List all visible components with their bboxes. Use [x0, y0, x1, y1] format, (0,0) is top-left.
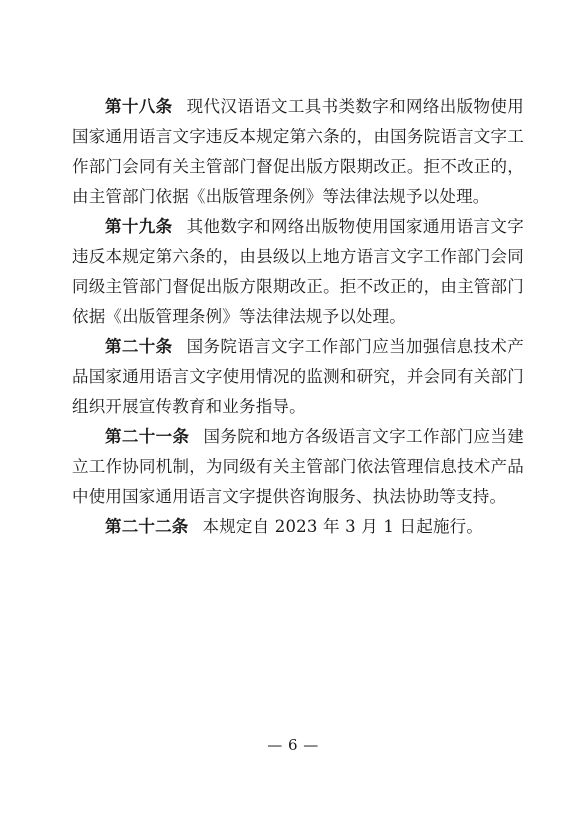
article-heading: 第二十二条: [105, 517, 189, 536]
article-text: 国务院和地方各级语言文字工作部门应当建立工作协同机制，为同级有关主管部门依法管理信息技术产品中使用国家通用语言文字提供咨询服务、执法协助等支持。: [72, 427, 524, 506]
article-21: [72, 422, 524, 512]
article-text: 其他数字和网络出版物使用国家通用语言文字违反本规定第六条的，由县级以上地方语言文字工作部门会同同级主管部门督促出版方限期改正。拒不改正的，由主管部门依据《出版管理条例》等法律法规予以处理。: [72, 217, 524, 326]
article-22: [72, 512, 524, 542]
article-heading: 第二十条: [105, 337, 173, 356]
article-text: 现代汉语语文工具书类数字和网络出版物使用国家通用语言文字违反本规定第六条的，由国务院语言文字工作部门会同有关主管部门督促出版方限期改正。拒不改正的，由主管部门依据《出版管理条例》等法律法规予以处理。: [72, 97, 524, 206]
article-heading: 第十八条: [105, 97, 173, 116]
article-19: [72, 212, 524, 332]
article-text: 本规定自 2023 年 3 月 1 日起施行。: [202, 517, 484, 536]
article-heading: 第二十一条: [105, 427, 190, 446]
article-20: [72, 332, 524, 422]
article-heading: 第十九条: [105, 217, 173, 236]
article-text: 国务院语言文字工作部门应当加强信息技术产品国家通用语言文字使用情况的监测和研究，并会同有关部门组织开展宣传教育和业务指导。: [72, 337, 524, 416]
page-number: — 6 —: [267, 736, 319, 754]
article-18: [72, 92, 524, 212]
document-body: [72, 92, 524, 542]
